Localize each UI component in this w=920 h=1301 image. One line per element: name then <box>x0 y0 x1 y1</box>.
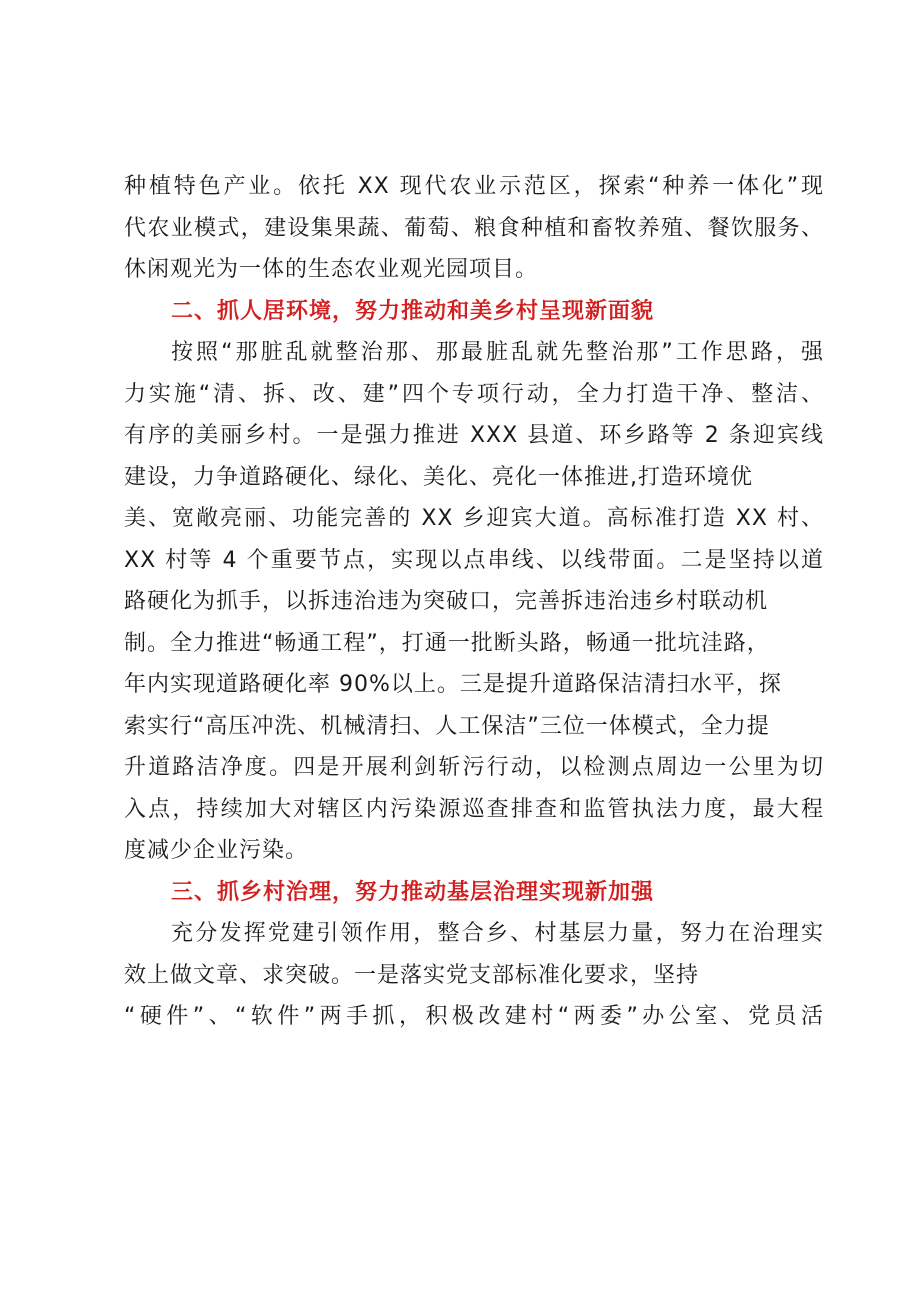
paragraph-3 <box>124 913 824 1038</box>
paragraph-line: “硬件”、“软件”两手抓，积极改建村“两委”办公室、党员活 <box>124 1004 824 1029</box>
paragraph-line: 度减少企业污染。 <box>124 838 309 863</box>
paragraph-line: 效上做文章、求突破。一是落实党支部标准化要求，坚持 <box>124 962 700 988</box>
paragraph-line: XX 村等 4 个重要节点，实现以点串线、以线带面。二是坚持以道 <box>124 547 824 573</box>
paragraph-line: 有序的美丽乡村。一是强力推进 XXX 县道、环乡路等 2 条迎宾线 <box>124 423 824 448</box>
paragraph-line: 年内实现道路硬化率 90%以上。三是提升道路保洁清扫水平，探 <box>124 672 782 697</box>
paragraph-line: 按照“那脏乱就整治那、那最脏乱就先整治那”工作思路，强 <box>171 340 824 365</box>
paragraph-line: 路硬化为抓手，以拆违治违为突破口，完善拆违治违乡村联动机 <box>124 589 769 614</box>
paragraph-line: 美、宽敞亮丽、功能完善的 XX 乡迎宾大道。高标准打造 XX 村、 <box>124 506 824 531</box>
paragraph-line: 休闲观光为一体的生态农业观光园项目。 <box>124 257 539 282</box>
paragraph-line: 建设，力争道路硬化、绿化、美化、亮化一体推进,打造环境优 <box>124 464 753 490</box>
section-heading-3: 三、抓乡村治理，努力推动基层治理实现新加强 <box>171 879 655 905</box>
paragraph-line: 制。全力推进“畅通工程”，打通一批断头路，畅通一批坑洼路， <box>124 630 770 656</box>
paragraph-line: 力实施“清、拆、改、建”四个专项行动，全力打造干净、整洁、 <box>124 381 824 407</box>
paragraph-line: 代农业模式，建设集果蔬、葡萄、粮食种植和畜牧养殖、餐饮服务、 <box>124 215 824 241</box>
paragraph-line: 充分发挥党建引领作用，整合乡、村基层力量，努力在治理实 <box>171 921 824 946</box>
paragraph-line: 升道路洁净度。四是开展利剑斩污行动，以检测点周边一公里为切 <box>124 755 824 780</box>
document-body <box>124 166 824 1038</box>
paragraph-line: 种植特色产业。依托 XX 现代农业示范区，探索“种养一体化”现 <box>124 174 824 199</box>
paragraph-line: 入点，持续加大对辖区内污染源巡查排查和监管执法力度，最大程 <box>124 796 824 822</box>
paragraph-line: 索实行“高压冲洗、机械清扫、人工保洁”三位一体模式，全力提 <box>124 713 770 739</box>
paragraph-1 <box>124 166 824 291</box>
paragraph-2 <box>124 332 824 872</box>
section-heading-2: 二、抓人居环境，努力推动和美乡村呈现新面貌 <box>171 298 655 324</box>
